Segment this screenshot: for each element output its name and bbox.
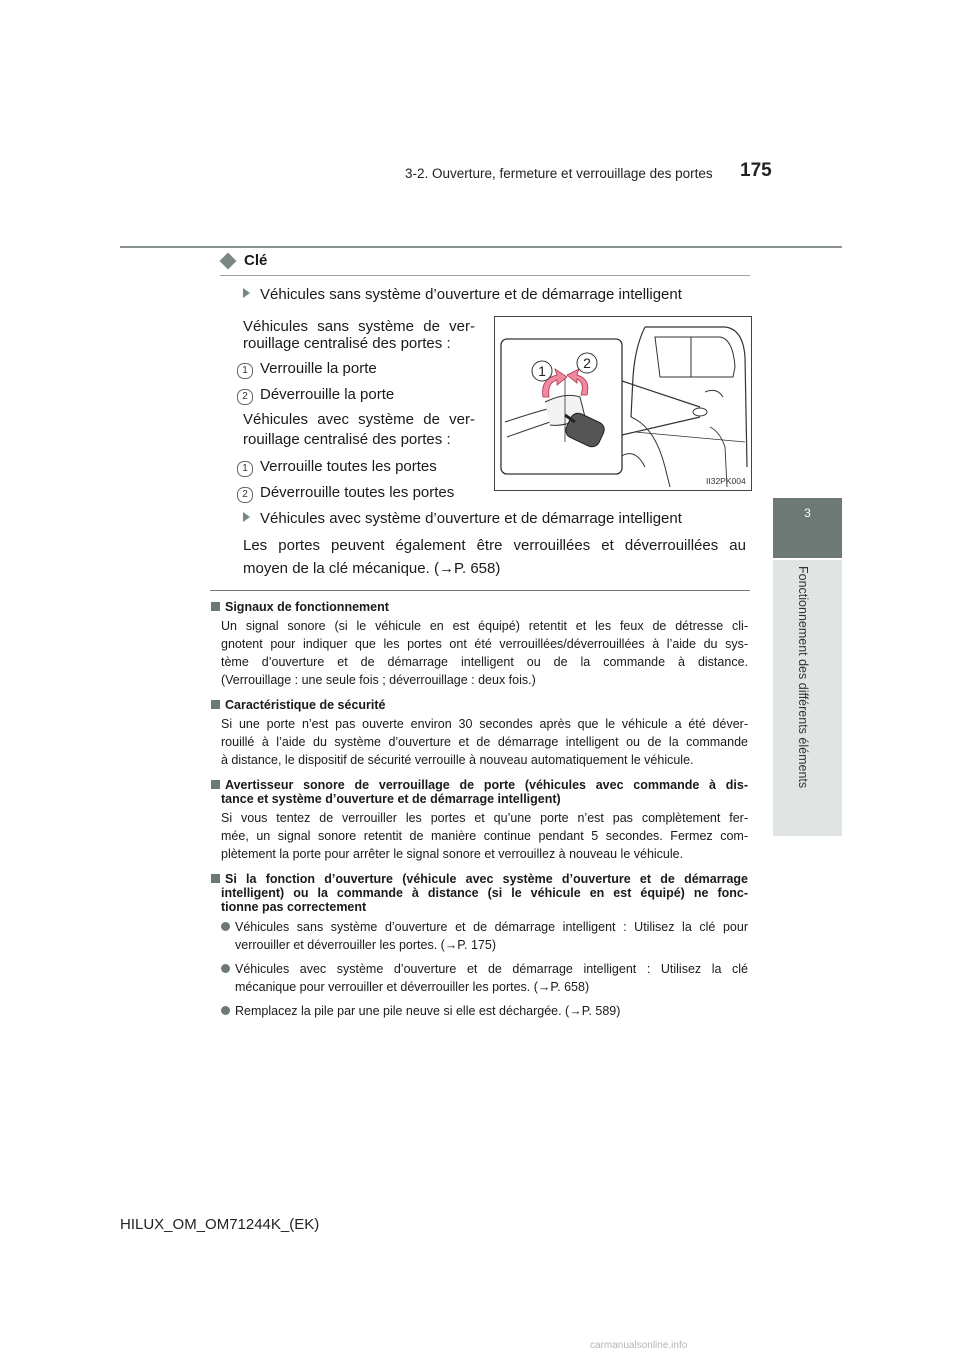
note-line: plètement la porte pour arrêter le signal sonore et verrouillez à nouveau le véhicule. <box>221 847 684 861</box>
note-heading: Signaux de fonctionnement <box>211 600 748 614</box>
list-item <box>237 458 253 477</box>
text-line: rouillage centralisé des portes : <box>243 431 451 448</box>
note-body <box>211 809 748 863</box>
square-bullet-icon <box>211 874 220 883</box>
section-rule <box>220 275 750 276</box>
bullet-item: Véhicules sans système d’ouverture et de démarrage intelligent : Utilisez la clé pour verrouiller et déverrouiller les portes. (→P. 175) <box>221 918 748 954</box>
subheading-no-smart-key: Véhicules sans système d’ouverture et de démarrage intelligent <box>243 286 682 303</box>
list-item <box>237 360 253 379</box>
figure-code: II32PK004 <box>706 476 746 486</box>
triangle-bullet-icon <box>243 288 250 298</box>
list-item <box>237 484 253 503</box>
chapter-tab-label: Fonctionnement des différents éléments <box>796 566 810 789</box>
callout-number: 1 <box>237 461 253 477</box>
text-line: Véhicules avec système de ver- <box>243 411 475 428</box>
notes-block <box>211 600 748 1020</box>
callout-number: 2 <box>237 487 253 503</box>
note-heading: Si la fonction d’ouverture (véhicule avec système d’ouverture et de démarrage intelligent) ou la commande à distance (si le véhicule en est équipé) ne fonc- tionne pas correctement <box>211 872 748 914</box>
diamond-icon <box>220 252 237 269</box>
note-body <box>211 617 748 689</box>
text-line: moyen de la clé mécanique. (→P. 658) <box>243 560 501 577</box>
note-line: à distance, le dispositif de sécurité verrouille à nouveau automatiquement le véhicule. <box>221 753 694 767</box>
page-number: 175 <box>740 160 772 181</box>
text-line: Véhicules sans système de ver- <box>243 318 475 335</box>
callout-number: 2 <box>237 389 253 405</box>
figure-callout-2: 2 <box>583 355 591 371</box>
section-heading <box>220 252 267 269</box>
text-line: rouillage centralisé des portes : <box>243 335 451 352</box>
key-illustration <box>494 316 752 491</box>
note-line: rouillé à l’aide du système d’ouverture et de démarrage intelligent ou de la commande <box>221 735 748 749</box>
subheading-smart-key: Véhicules avec système d’ouverture et de démarrage intelligent <box>243 510 682 527</box>
note-line: Si vous tentez de verrouiller les portes et qu’une porte n’est pas complètement fer- <box>221 811 748 825</box>
text-line: Les portes peuvent également être verrouillées et déverrouillées au <box>243 537 746 554</box>
circle-bullet-icon <box>221 1006 230 1015</box>
note-bullets <box>211 918 748 1020</box>
car-door-key-drawing <box>495 317 751 490</box>
chapter-title: 3-2. Ouverture, fermeture et verrouillage des portes <box>405 166 713 181</box>
manual-code: HILUX_OM_OM71244K_(EK) <box>120 1216 320 1233</box>
watermark: carmanualsonline.info <box>590 1340 688 1351</box>
square-bullet-icon <box>211 700 220 709</box>
note-line: mée, un signal sonore retentit de manière continue pendant 5 secondes. Fermez com- <box>221 829 748 843</box>
note-line: Un signal sonore (si le véhicule en est équipé) retentit et les feux de détresse cli- <box>221 619 748 633</box>
section-title: Clé <box>244 252 268 269</box>
figure-callout-1: 1 <box>538 363 546 379</box>
chapter-tab-number: 3 <box>804 506 811 520</box>
list-item <box>237 386 253 405</box>
note-line: gnotent pour indiquer que les portes ont été verrouillées/déverrouillées à l’aide du sys- <box>221 637 748 651</box>
note-line: (Verrouillage : une seule fois ; déverrouillage : deux fois.) <box>221 673 536 687</box>
bullet-item: Véhicules avec système d’ouverture et de démarrage intelligent : Utilisez la clé mécanique pour verrouiller et déverrouiller les portes. (→P. 658) <box>221 960 748 996</box>
list-item-text: Déverrouille toutes les portes <box>260 484 455 501</box>
bullet-item: Remplacez la pile par une pile neuve si elle est déchargée. (→P. 589) <box>221 1002 748 1020</box>
note-line: Si une porte n’est pas ouverte environ 30 secondes après que le véhicule a été déver- <box>221 717 748 731</box>
notes-divider <box>210 590 750 591</box>
circle-bullet-icon <box>221 922 230 931</box>
square-bullet-icon <box>211 602 220 611</box>
list-item-text: Déverrouille la porte <box>260 386 395 403</box>
square-bullet-icon <box>211 780 220 789</box>
note-heading: Avertisseur sonore de verrouillage de porte (véhicules avec commande à dis- tance et système d’ouverture et de démarrage intelligent) <box>211 778 748 806</box>
list-item-text: Verrouille toutes les portes <box>260 458 437 475</box>
note-line: tème d’ouverture et de démarrage intelligent ou de la commande à distance. <box>221 655 748 669</box>
triangle-bullet-icon <box>243 512 250 522</box>
callout-number: 1 <box>237 363 253 379</box>
note-heading: Caractéristique de sécurité <box>211 698 748 712</box>
circle-bullet-icon <box>221 964 230 973</box>
header-rule <box>120 246 842 248</box>
note-body <box>211 715 748 769</box>
list-item-text: Verrouille la porte <box>260 360 377 377</box>
